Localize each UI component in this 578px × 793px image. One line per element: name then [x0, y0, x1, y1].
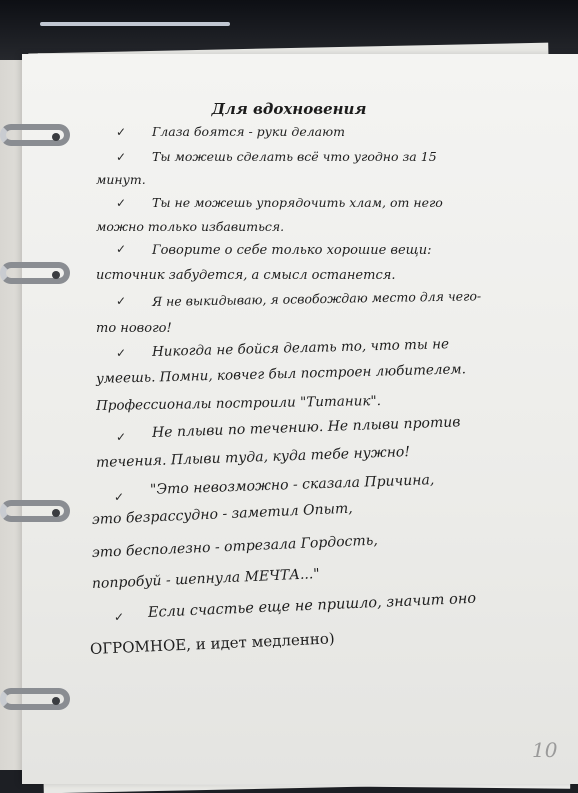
- check-icon: ✓: [116, 294, 127, 308]
- quote-line: Не плыви по течению. Не плыви против: [151, 414, 461, 441]
- quote-line: Я не выкидываю, я освобождаю место для чего-: [151, 288, 482, 309]
- check-icon: ✓: [116, 150, 127, 164]
- quote-line: источник забудется, а смысл останется.: [96, 268, 396, 283]
- quote-line: Глаза боятся - руки делают: [152, 124, 345, 139]
- quote-line: то нового!: [96, 321, 172, 336]
- check-icon: ✓: [116, 346, 127, 360]
- quote-line: ОГРОМНОЕ, и идет медленно): [89, 629, 336, 658]
- check-icon: ✓: [116, 430, 127, 444]
- check-icon: ✓: [114, 610, 125, 624]
- quote-line: Говорите о себе только хорошие вещи:: [152, 243, 432, 258]
- check-icon: ✓: [116, 196, 127, 210]
- quote-line: Профессионалы построили "Титаник".: [95, 393, 382, 414]
- check-icon: ✓: [114, 490, 125, 504]
- quote-line: Ты не можешь упорядочить хлам, от него: [152, 195, 443, 210]
- binder-ring-icon: [0, 124, 70, 146]
- quote-line: "Это невозможно - сказала Причина,: [149, 472, 435, 498]
- quote-line: Ты можешь сделать всё что угодно за 15: [152, 149, 437, 164]
- page-number: 10: [532, 738, 558, 762]
- quote-line: умеешь. Помни, ковчег был построен любителем.: [95, 361, 467, 387]
- check-icon: ✓: [116, 125, 127, 139]
- quote-line: это безрассудно - заметил Опыт,: [91, 500, 353, 528]
- quote-line: попробуй - шепнула МЕЧТА...": [91, 566, 321, 592]
- quote-line: течения. Плыви туда, куда тебе нужно!: [95, 444, 411, 471]
- quote-line: это бесполезно - отрезала Гордость,: [91, 532, 379, 561]
- page-title: Для вдохновения: [211, 100, 367, 118]
- binder-ring-icon: [0, 262, 70, 284]
- quote-line: минут.: [96, 172, 146, 187]
- quote-line: можно только избавиться.: [96, 219, 285, 234]
- desk-light-reflection: [40, 22, 230, 26]
- quote-line: Если счастье еще не пришло, значит оно: [147, 590, 477, 621]
- binder-ring-icon: [0, 688, 70, 710]
- check-icon: ✓: [116, 242, 127, 256]
- binder-ring-icon: [0, 500, 70, 522]
- quote-line: Никогда не бойся делать то, что ты не: [151, 336, 450, 360]
